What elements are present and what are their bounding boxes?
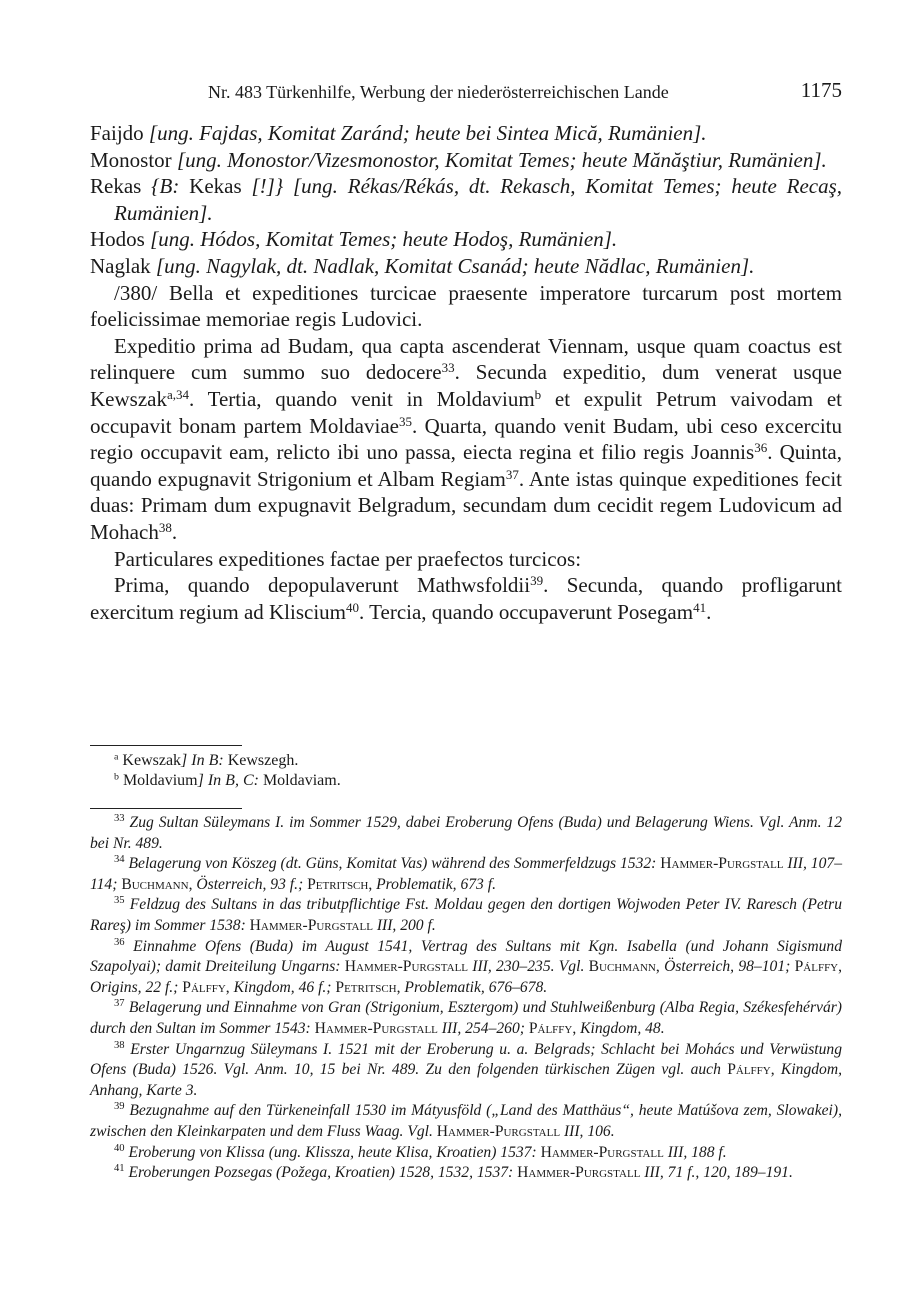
text-run: Pálffy	[528, 1019, 573, 1037]
text-run: Feldzug des Sultans in das tributpflichtige Fst. Moldau gegen den dortigen Wojwoden Peter IV. Raresch (Petru Rareş) im Sommer 1538:	[90, 896, 842, 934]
note-marker: 36	[114, 936, 125, 948]
note-marker: 37	[505, 466, 519, 482]
text-run: Kewszak	[118, 752, 182, 769]
text-run: {B:	[151, 174, 190, 199]
note-marker: 39	[114, 1101, 125, 1113]
footnote	[90, 1101, 842, 1142]
text-run: Moldaviam.	[262, 772, 341, 789]
note-marker: 35	[114, 895, 125, 907]
footnote	[90, 1143, 842, 1164]
text-run: Belagerung von Köszeg (dt. Güns, Komitat Vas) während des Sommerfeldzugs 1532:	[124, 855, 661, 873]
text-run: Hammer-Purgstall	[436, 1122, 564, 1140]
text-run: Expeditio prima ad Budam, qua capta ascenderat Viennam, usque quam coactus est relinquere cum summo suo dedocere	[90, 333, 842, 385]
text-run: Buchmann	[121, 875, 189, 893]
paragraph	[90, 226, 842, 253]
footnote-divider	[90, 808, 242, 809]
text-run: . Secunda expeditio, dum venerat usque Kewszak	[90, 360, 842, 411]
running-title: Nr. 483 Türkenhilfe, Werbung der niederösterreichischen Lande	[208, 82, 669, 102]
footnote	[90, 998, 842, 1039]
note-marker: 33	[114, 813, 125, 825]
text-run: .	[706, 599, 712, 624]
note-marker: 41	[693, 599, 707, 615]
text-run: Zug Sultan Süleymans I. im Sommer 1529, dabei Eroberung Ofens (Buda) und Belagerung Wiens. Vgl. Anm. 12 bei Nr. 489.	[90, 814, 842, 852]
note-marker: 41	[114, 1163, 125, 1175]
text-run: Hammer-Purgstall	[314, 1019, 442, 1037]
text-run: ,	[572, 1019, 581, 1037]
text-run: Petritsch	[307, 875, 369, 893]
text-run: Hammer-Purgstall	[540, 1143, 668, 1161]
text-run: Petritsch	[335, 978, 397, 996]
text-run: III, 230–235. Vgl.	[472, 958, 589, 976]
text-run: Bezugnahme auf den Türkeneinfall 1530 im Mátyusföld („Land des Matthäus“, heute Matúšova zem, Slowakei), zwischen den Kleinkarpaten und dem Fluss Waag. Vgl.	[90, 1102, 842, 1140]
text-run: ] In B, C:	[197, 772, 263, 789]
text-run: Kingdom, 48.	[580, 1019, 665, 1037]
text-run: III, 106.	[563, 1122, 615, 1140]
note-marker: 36	[754, 439, 768, 455]
text-run: Particulares expeditiones factae per praefectos turcicos:	[114, 546, 582, 571]
text-run: Buchmann	[588, 958, 656, 976]
text-run: Österreich, 98–101;	[664, 958, 795, 976]
text-run: III, 71 f., 120, 189–191.	[644, 1164, 793, 1182]
text-run: Faijdo	[90, 121, 149, 145]
text-run: III, 188 f.	[667, 1143, 727, 1161]
footnote	[90, 813, 842, 854]
text-run: Problematik, 673 f.	[376, 875, 496, 893]
footnote	[90, 937, 842, 999]
text-run: . Quarta, quando venit Budam, ubi ceso excercitu regio occupavit eam, relicto ibi uno passa, eiecta regina et filio regis Joannis	[90, 413, 842, 465]
text-run: ,	[225, 978, 234, 996]
text-run: ,	[396, 978, 405, 996]
text-run: /380/ Bella et expeditiones turcicae praesente imperatore turcarum post mortem foelicissimae memoriae regis Ludovici.	[90, 280, 842, 332]
paragraph	[90, 120, 842, 147]
note-marker: 33	[441, 360, 455, 376]
text-run: . Quinta, quando expugnavit Strigonium et Albam Regiam	[90, 440, 843, 491]
text-run: et expulit Petrum vaivodam et occupavit bonam partem Moldaviae	[90, 386, 842, 438]
note-marker: 37	[114, 998, 125, 1010]
note-marker: 39	[530, 572, 544, 588]
text-run: Hammer-Purgstall	[249, 916, 377, 934]
running-header	[90, 78, 842, 106]
text-run: Pálffy	[727, 1061, 771, 1079]
footnote	[90, 895, 842, 936]
text-run: ,	[655, 958, 665, 976]
paragraph	[90, 333, 842, 546]
main-text	[90, 120, 842, 625]
text-run: Einnahme Ofens (Buda) im August 1541, Vertrag des Sultans mit Kgn. Isabella (und Johann Sigismund Szapolyai); damit Dreiteilung Ungarns:	[90, 937, 842, 976]
text-run: .	[171, 519, 178, 544]
text-run: ,	[188, 875, 197, 893]
text-run: . Tercia, quando occupaverunt Posegam	[359, 599, 694, 624]
text-run: . Ante istas quinque expeditiones fecit duas: Primam dum expugnavit Belgradum, secundam dum cecidit regem Ludovicum ad Mohach	[90, 466, 842, 544]
text-run: ,	[770, 1061, 781, 1079]
text-run: Hammer-Purgstall	[660, 855, 788, 873]
text-run: [ung. Fajdas, Komitat Zaránd; heute bei Sintea Mică, Rumänien].	[148, 121, 707, 145]
critical-apparatus	[90, 751, 842, 791]
apparatus-divider	[90, 745, 242, 746]
note-marker: 40	[346, 599, 360, 615]
text-run: [ung. Nagylak, dt. Nadlak, Komitat Csanád; heute Nădlac, Rumänien].	[155, 253, 755, 278]
note-marker: 38	[158, 519, 172, 535]
page-number: 1175	[800, 78, 842, 102]
text-run: Origins, 22 f.;	[90, 978, 183, 996]
text-run: Eroberung von Klissa (ung. Klissza, heute Klisa, Kroatien) 1537:	[124, 1143, 541, 1161]
note-marker: 35	[398, 413, 412, 429]
text-run: ,	[838, 958, 843, 976]
text-run: Hammer-Purgstall	[517, 1164, 645, 1182]
text-run: [ung. Hódos, Komitat Temes; heute Hodoş, Rumänien].	[150, 227, 618, 252]
text-run: III, 107–114;	[90, 855, 842, 893]
text-run: ,	[368, 875, 377, 893]
text-run: Österreich, 93 f.;	[196, 875, 308, 893]
text-run: Moldavium	[118, 772, 198, 789]
paragraph	[90, 572, 842, 625]
footnotes	[90, 813, 842, 1184]
paragraph	[90, 253, 842, 280]
text-run: Prima, quando depopulaverunt Mathwsfoldii	[114, 573, 531, 598]
text-run: Kingdom, 46 f.;	[233, 978, 336, 996]
text-run: Kingdom, Anhang, Karte 3.	[90, 1061, 843, 1099]
text-run: [ung. Monostor/Vizesmonostor, Komitat Temes; heute Mănăştiur, Rumänien].	[176, 147, 827, 172]
note-marker: b	[114, 771, 119, 783]
text-run: Monostor	[90, 147, 177, 172]
text-run: Kewszegh.	[227, 752, 299, 769]
text-run: . Tertia, quando venit in Moldavium	[189, 386, 535, 411]
footnote	[90, 1040, 842, 1102]
text-run: Eroberungen Pozsegas (Požega, Kroatien) 1528, 1532, 1537:	[124, 1164, 518, 1182]
text-run: Erster Ungarnzug Süleymans I. 1521 mit der Eroberung u. a. Belgrads; Schlacht bei Mohács und Verwüstung Ofens (Buda) 1526. Vgl. Anm. 10, 15 bei Nr. 489. Zu den folgenden türkischen Zügen vgl. auch	[90, 1040, 842, 1079]
paragraph	[90, 546, 842, 573]
text-run: Problematik, 676–678.	[404, 978, 548, 996]
footnote	[90, 1163, 842, 1184]
note-marker: a,34	[166, 386, 190, 402]
text-run: Belagerung und Einnahme von Gran (Strigonium, Esztergom) und Stuhlweißenburg (Alba Regia, Székesfehérvár) durch den Sultan im Sommer 1543:	[90, 999, 842, 1037]
footnote	[90, 854, 842, 895]
note-marker: a	[114, 751, 119, 763]
text-run: ] In B:	[181, 752, 228, 769]
note-marker: b	[534, 386, 542, 402]
note-marker: 40	[114, 1142, 125, 1154]
note-marker: 34	[114, 854, 125, 866]
text-run: III, 254–260;	[441, 1019, 529, 1037]
text-run: . Secunda, quando profligarunt exercitum regium ad Kliscium	[90, 573, 842, 624]
text-run: Kekas	[189, 174, 252, 199]
text-run: Pálffy	[182, 978, 226, 996]
paragraph	[90, 280, 842, 333]
text-run: Naglak	[90, 253, 156, 278]
text-run: Hodos	[90, 227, 151, 252]
paragraph	[90, 173, 842, 226]
apparatus-note	[90, 751, 842, 771]
note-marker: 38	[114, 1039, 125, 1051]
text-run: III, 200 f.	[376, 916, 436, 934]
paragraph	[90, 147, 842, 174]
text-run: Pálffy	[794, 958, 839, 976]
apparatus-note	[90, 771, 842, 791]
text-run: [!]} [ung. Rékas/Rékás, dt. Rekasch, Komitat Temes; heute Recaş, Rumänien].	[114, 174, 843, 225]
text-run: Rekas	[90, 174, 152, 199]
text-run: Hammer-Purgstall	[344, 958, 473, 976]
